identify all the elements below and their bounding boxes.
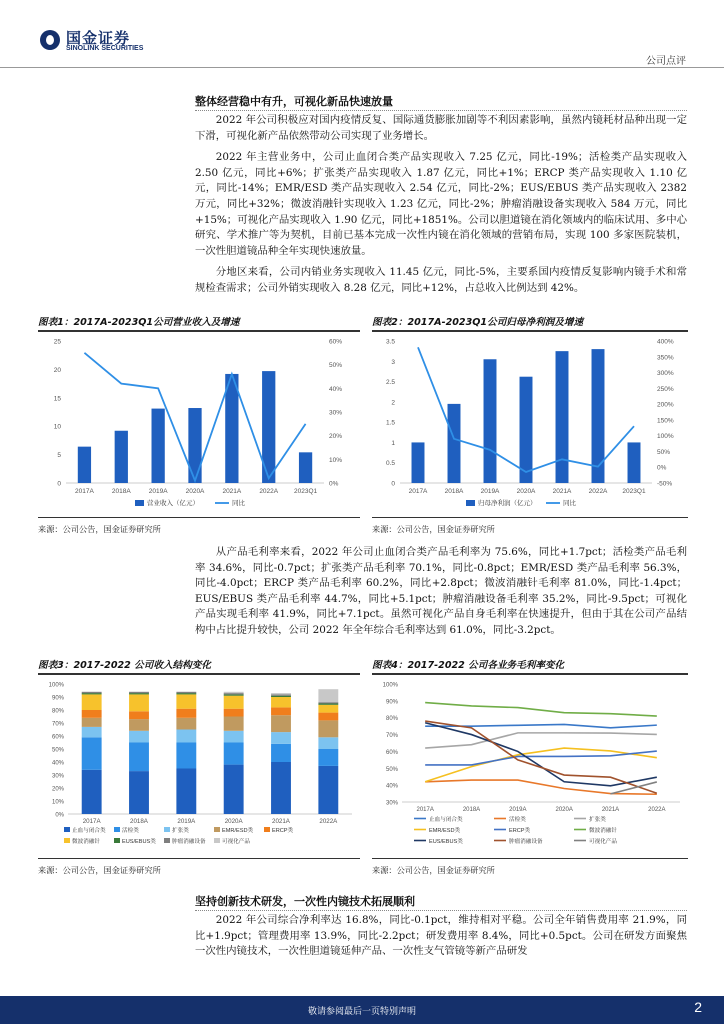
- x-tick-label: 2021A: [601, 807, 620, 813]
- figure2-title: 图表2：2017A-2023Q1公司归母净利润及增速: [372, 317, 584, 328]
- bar: [592, 349, 605, 483]
- x-tick-label: 2019A: [509, 807, 527, 813]
- stacked-bar-segment: [224, 717, 244, 731]
- y-tick-label: 1: [391, 439, 395, 447]
- paragraph: 2022 年公司积极应对国内疫情反复、国际通货膨胀加剧等不利因素影响，虽然内镜耗材品种出现一定下滑，可视化新产品依然带动公司实现了业务增长。: [195, 114, 687, 142]
- x-tick-label: 2022A: [259, 488, 279, 495]
- y2-tick-label: 250%: [657, 385, 674, 393]
- stacked-bar-segment: [82, 710, 102, 718]
- legend-label: 微波消融针: [72, 839, 100, 845]
- stacked-bar-segment: [82, 694, 102, 710]
- y2-tick-label: 20%: [329, 433, 343, 441]
- y-tick-label: 30%: [385, 800, 398, 807]
- legend-label: ERCP类: [272, 828, 294, 834]
- margin-line: [425, 703, 657, 716]
- figure1-rule: [38, 330, 360, 332]
- stacked-bar-segment: [129, 771, 149, 814]
- stacked-bar-segment: [271, 694, 291, 695]
- header-rule: [0, 67, 724, 68]
- x-tick-label: 2021A: [222, 488, 242, 495]
- section3-body: [195, 913, 687, 961]
- stacked-bar-segment: [224, 694, 244, 695]
- legend-swatch: [164, 838, 170, 843]
- y-tick-label: 100%: [382, 682, 398, 689]
- page-number: 2: [694, 999, 702, 1015]
- y-tick-label: 1.5: [385, 419, 395, 427]
- y2-tick-label: -50%: [657, 480, 673, 488]
- y2-tick-label: 30%: [329, 409, 343, 417]
- x-tick-label: 2019A: [480, 488, 500, 495]
- paragraph: 2022 年公司综合净利率达 16.8%，同比-0.1pct，维持相对平稳。公司全年销售费用率 21.9%，同比+1.9pct；管理费用率 13.9%，同比-2.2pct；研发费用率 8.4%，同比+0.5pct。公司在研发方面聚焦一次性内镜技术，一次性胆道镜延伸产品、一次性支气管镜等新产品研发: [195, 914, 687, 958]
- y2-tick-label: 200%: [657, 401, 674, 409]
- figure3-source: 来源：公司公告，国金证券研究所: [38, 865, 161, 875]
- stacked-bar-segment: [129, 692, 149, 693]
- y-tick-label: 15: [53, 395, 61, 403]
- y-tick-label: 60%: [51, 734, 64, 741]
- y2-tick-label: 0%: [657, 464, 667, 472]
- y-tick-label: 20: [53, 366, 61, 374]
- stacked-bar-segment: [271, 744, 291, 762]
- gross-margin-chart-svg: [372, 676, 688, 854]
- stacked-bar-segment: [129, 731, 149, 743]
- legend-bar-swatch: [135, 500, 144, 506]
- legend-label: EUS/EBUS类: [122, 839, 156, 845]
- y-tick-label: 50%: [385, 766, 398, 773]
- bar: [115, 431, 128, 483]
- stacked-bar-segment: [271, 693, 291, 694]
- legend-swatch: [264, 827, 270, 832]
- y-tick-label: 50%: [51, 747, 64, 754]
- legend-label: EMR/ESD类: [222, 828, 254, 834]
- legend-label: 可视化产品: [589, 839, 617, 845]
- y2-tick-label: 0%: [329, 480, 339, 488]
- x-tick-label: 2017A: [408, 488, 428, 495]
- y2-tick-label: 40%: [329, 385, 343, 393]
- x-tick-label: 2022A: [319, 818, 338, 825]
- stacked-bar-segment: [82, 737, 102, 770]
- figure3-rule: [38, 673, 360, 675]
- figure1-bottom-rule: [38, 517, 360, 518]
- stacked-bar-segment: [82, 770, 102, 814]
- paragraph: 2022 年主营业务中，公司止血闭合类产品实现收入 7.25 亿元，同比-19%；活检类产品实现收入 2.50 亿元，同比+6%；扩张类产品实现收入 1.87 亿元，同比+1%；ERCP 类产品实现收入 1.10 亿元，同比-14%；EMR/ESD 类产品实现收入 2.54 亿元，同比-2%；EUS/EBUS 类产品实现收入 2382 万元，同比+32%；微波消融针实现收入 1.23 亿元，同比-2%；肿瘤消融设备实现收入 584 万元，同比+15%；可视化产品实现收入 1.90 亿元，同比+1851%。公司以胆道镜在消化领域内的临床试用、多中心研究、学术推广等为契机，目前已基本完成一次性内镜在消化领域的营销布局，实现 100 多家医院装机，一次性胆道镜品种全年实现快速放量。: [195, 151, 687, 257]
- stacked-bar-segment: [176, 693, 196, 694]
- net-profit-chart-svg: [372, 333, 688, 515]
- x-tick-label: 2017A: [75, 488, 94, 495]
- x-tick-label: 2021A: [552, 488, 572, 495]
- section-divider: [195, 910, 687, 911]
- y2-tick-label: 150%: [657, 417, 674, 425]
- bar: [188, 408, 201, 483]
- legend-label: 肿瘤消融设备: [172, 839, 206, 845]
- figure2-rule: [372, 330, 688, 332]
- y-tick-label: 0: [391, 480, 395, 488]
- x-tick-label: 2019A: [177, 818, 196, 825]
- bar: [556, 351, 569, 483]
- stacked-bar-segment: [176, 709, 196, 718]
- figure2-source: 来源：公司公告，国金证券研究所: [372, 524, 495, 534]
- stacked-bar-segment: [271, 732, 291, 744]
- y-tick-label: 70%: [51, 721, 64, 728]
- stacked-bar-segment: [318, 689, 338, 702]
- legend-label: 活检类: [509, 817, 526, 823]
- margin-line: [425, 780, 657, 794]
- brand-name-cn: 国金证券: [66, 29, 131, 47]
- document-type: 公司点评: [646, 56, 686, 67]
- figure1-source: 来源：公司公告，国金证券研究所: [38, 524, 161, 534]
- stacked-bar-segment: [318, 737, 338, 749]
- legend-label: EUS/EBUS类: [429, 839, 463, 845]
- figure1-title: 图表1：2017A-2023Q1公司营业收入及增速: [38, 317, 240, 328]
- y-tick-label: 3.5: [385, 338, 395, 346]
- paragraph: 分地区来看，公司内销业务实现收入 11.45 亿元，同比-5%，主要系国内疫情反复影响内镜手术和常规检查需求；公司外销实现收入 8.28 亿元，同比+12%，占总收入比例达到 42%。: [195, 266, 687, 294]
- legend-label: 止血与闭合类: [72, 828, 106, 834]
- section1-body: [195, 113, 687, 303]
- y-tick-label: 2: [391, 399, 395, 407]
- y-tick-label: 60%: [385, 749, 398, 756]
- y2-tick-label: 60%: [329, 338, 343, 346]
- paragraph: 从产品毛利率来看，2022 年公司止血闭合类产品毛利率为 75.6%，同比+1.7pct；活检类产品毛利率 34.6%，同比-0.7pct；扩张类产品毛利率 70.1%，同比-0.8pct；EMR/ESD 类产品毛利率 56.3%，同比-4.0pct；ERCP 类产品毛利率 60.2%，同比+2.8pct；微波消融针毛利率 81.0%，同比-1.4pct；EUS/EBUS 类产品毛利率 44.7%，同比+5.1pct；肿瘤消融设备毛利率 35.2%，同比-9.5pct；可视化产品实现毛利率 41.9%，同比+7.1pct。虽然可视化产品自身毛利率在快速提升，但由于其在公司产品结构中占比提升较快，公司 2022 年全年综合毛利率达到 61.0%，同比-3.2pct。: [195, 546, 687, 636]
- y2-tick-label: 10%: [329, 456, 343, 464]
- y-tick-label: 70%: [385, 733, 398, 740]
- figure4-rule: [372, 673, 688, 675]
- x-tick-label: 2023Q1: [294, 488, 318, 495]
- stacked-bar-segment: [271, 762, 291, 814]
- x-tick-label: 2017A: [416, 807, 434, 813]
- legend-label: 肿瘤消融设备: [509, 839, 543, 845]
- legend-swatch: [64, 838, 70, 843]
- x-tick-label: 2020A: [555, 807, 573, 813]
- stacked-bar-segment: [271, 707, 291, 715]
- stacked-bar-segment: [176, 692, 196, 693]
- stacked-bar-segment: [82, 718, 102, 727]
- bar: [448, 404, 461, 483]
- legend-swatch: [214, 827, 220, 832]
- y-tick-label: 40%: [51, 760, 64, 767]
- x-tick-label: 2018A: [111, 488, 131, 495]
- figure4-bottom-rule: [372, 858, 688, 859]
- stacked-bar-segment: [82, 692, 102, 693]
- legend-swatch: [114, 838, 120, 843]
- legend-label: 扩张类: [589, 817, 606, 823]
- stacked-bar-segment: [318, 713, 338, 721]
- bar: [152, 409, 165, 483]
- brand-name-en: SINOLINK SECURITIES: [66, 45, 144, 52]
- bar: [412, 442, 425, 483]
- stacked-bar-segment: [224, 731, 244, 743]
- legend-swatch: [214, 838, 220, 843]
- revenue-chart-svg: [38, 333, 360, 515]
- stacked-bar-segment: [318, 720, 338, 737]
- x-tick-label: 2023Q1: [622, 488, 646, 495]
- figure1-chart: [38, 333, 360, 515]
- y2-tick-label: 50%: [657, 448, 671, 456]
- y-tick-label: 0.5: [385, 460, 395, 468]
- figure4-source: 来源：公司公告，国金证券研究所: [372, 865, 495, 875]
- stacked-bar-segment: [82, 727, 102, 737]
- figure3-chart: [38, 676, 360, 854]
- section2-body: [195, 545, 687, 645]
- y-tick-label: 0%: [55, 812, 64, 819]
- margin-line: [425, 733, 657, 748]
- figure3-title: 图表3：2017-2022 公司收入结构变化: [38, 660, 211, 671]
- y-tick-label: 5: [57, 452, 61, 460]
- legend-swatch: [114, 827, 120, 832]
- x-tick-label: 2020A: [224, 818, 243, 825]
- y-tick-label: 2.5: [385, 379, 395, 387]
- y-tick-label: 40%: [385, 783, 398, 790]
- y2-tick-label: 350%: [657, 354, 674, 362]
- legend-label: ERCP类: [509, 828, 531, 834]
- legend-label: 营业收入（亿元）: [147, 500, 199, 507]
- figure4-chart: [372, 676, 688, 854]
- legend-label: 归母净利润（亿元）: [478, 500, 537, 507]
- y-tick-label: 90%: [51, 695, 64, 702]
- y-tick-label: 3: [391, 358, 395, 366]
- y-tick-label: 30%: [51, 773, 64, 780]
- stacked-bar-segment: [271, 715, 291, 732]
- y-tick-label: 80%: [385, 716, 398, 723]
- x-tick-label: 2018A: [462, 807, 481, 813]
- x-tick-label: 2020A: [516, 488, 536, 495]
- y-tick-label: 25: [53, 338, 61, 346]
- stacked-bar-segment: [224, 765, 244, 814]
- figure2-chart: [372, 333, 688, 515]
- stacked-bar-segment: [224, 693, 244, 694]
- stacked-bar-segment: [129, 711, 149, 719]
- revenue-structure-chart-svg: [38, 676, 360, 854]
- stacked-bar-segment: [318, 702, 338, 703]
- stacked-bar-segment: [318, 704, 338, 705]
- legend-label: EMR/ESD类: [429, 828, 461, 834]
- x-tick-label: 2017A: [82, 818, 101, 825]
- x-tick-label: 2019A: [148, 488, 168, 495]
- legend-label: 同比: [563, 500, 576, 507]
- legend-label: 止血与闭合类: [429, 817, 463, 823]
- stacked-bar-segment: [318, 749, 338, 766]
- y-tick-label: 80%: [51, 708, 64, 715]
- figure2-bottom-rule: [372, 517, 688, 518]
- y-tick-label: 0: [57, 480, 61, 488]
- section-divider: [195, 110, 687, 111]
- stacked-bar-segment: [176, 769, 196, 815]
- legend-swatch: [64, 827, 70, 832]
- legend-label: 同比: [232, 500, 245, 507]
- bar: [628, 442, 641, 483]
- y-tick-label: 100%: [48, 682, 64, 689]
- legend-swatch: [164, 827, 170, 832]
- bar: [484, 359, 497, 483]
- stacked-bar-segment: [129, 693, 149, 694]
- stacked-bar-segment: [129, 743, 149, 772]
- legend-label: 微波消融针: [589, 828, 617, 834]
- y-tick-label: 20%: [51, 786, 64, 793]
- legend-label: 可视化产品: [222, 839, 250, 845]
- y2-tick-label: 100%: [657, 433, 674, 441]
- stacked-bar-segment: [318, 766, 338, 814]
- legend-bar-swatch: [466, 500, 475, 506]
- y-tick-label: 90%: [385, 699, 398, 706]
- stacked-bar-segment: [224, 743, 244, 765]
- stacked-bar-segment: [82, 693, 102, 694]
- stacked-bar-segment: [176, 718, 196, 730]
- bar: [78, 447, 91, 483]
- figure4-title: 图表4：2017-2022 公司各业务毛利率变化: [372, 660, 565, 671]
- footer-disclaimer: 敬请参阅最后一页特别声明: [307, 1007, 416, 1017]
- x-tick-label: 2021A: [272, 818, 290, 825]
- x-tick-label: 2018A: [444, 488, 464, 495]
- x-tick-label: 2018A: [130, 818, 148, 825]
- sinolink-logo-icon: [40, 30, 60, 50]
- stacked-bar-segment: [271, 697, 291, 707]
- x-tick-label: 2022A: [588, 488, 608, 495]
- stacked-bar-segment: [176, 743, 196, 769]
- stacked-bar-segment: [129, 694, 149, 711]
- stacked-bar-segment: [176, 730, 196, 743]
- x-tick-label: 2020A: [185, 488, 205, 495]
- bar: [299, 452, 312, 483]
- section-title-3: 坚持创新技术研发，一次性内镜技术拓展顺利: [195, 895, 415, 908]
- stacked-bar-segment: [224, 692, 244, 693]
- y-tick-label: 10%: [51, 799, 64, 806]
- y2-tick-label: 50%: [329, 362, 343, 370]
- y2-tick-label: 400%: [657, 338, 674, 346]
- stacked-bar-segment: [176, 694, 196, 708]
- figure3-bottom-rule: [38, 858, 360, 859]
- stacked-bar-segment: [224, 696, 244, 709]
- y2-tick-label: 300%: [657, 370, 674, 378]
- stacked-bar-segment: [129, 719, 149, 731]
- section-title-1: 整体经营稳中有升，可视化新品快速放量: [195, 95, 393, 108]
- stacked-bar-segment: [271, 696, 291, 697]
- legend-label: 扩张类: [172, 828, 189, 834]
- stacked-bar-segment: [318, 705, 338, 713]
- y-tick-label: 10: [53, 423, 61, 431]
- bar: [520, 377, 533, 483]
- x-tick-label: 2022A: [648, 807, 666, 813]
- legend-label: 活检类: [122, 828, 139, 834]
- stacked-bar-segment: [224, 709, 244, 717]
